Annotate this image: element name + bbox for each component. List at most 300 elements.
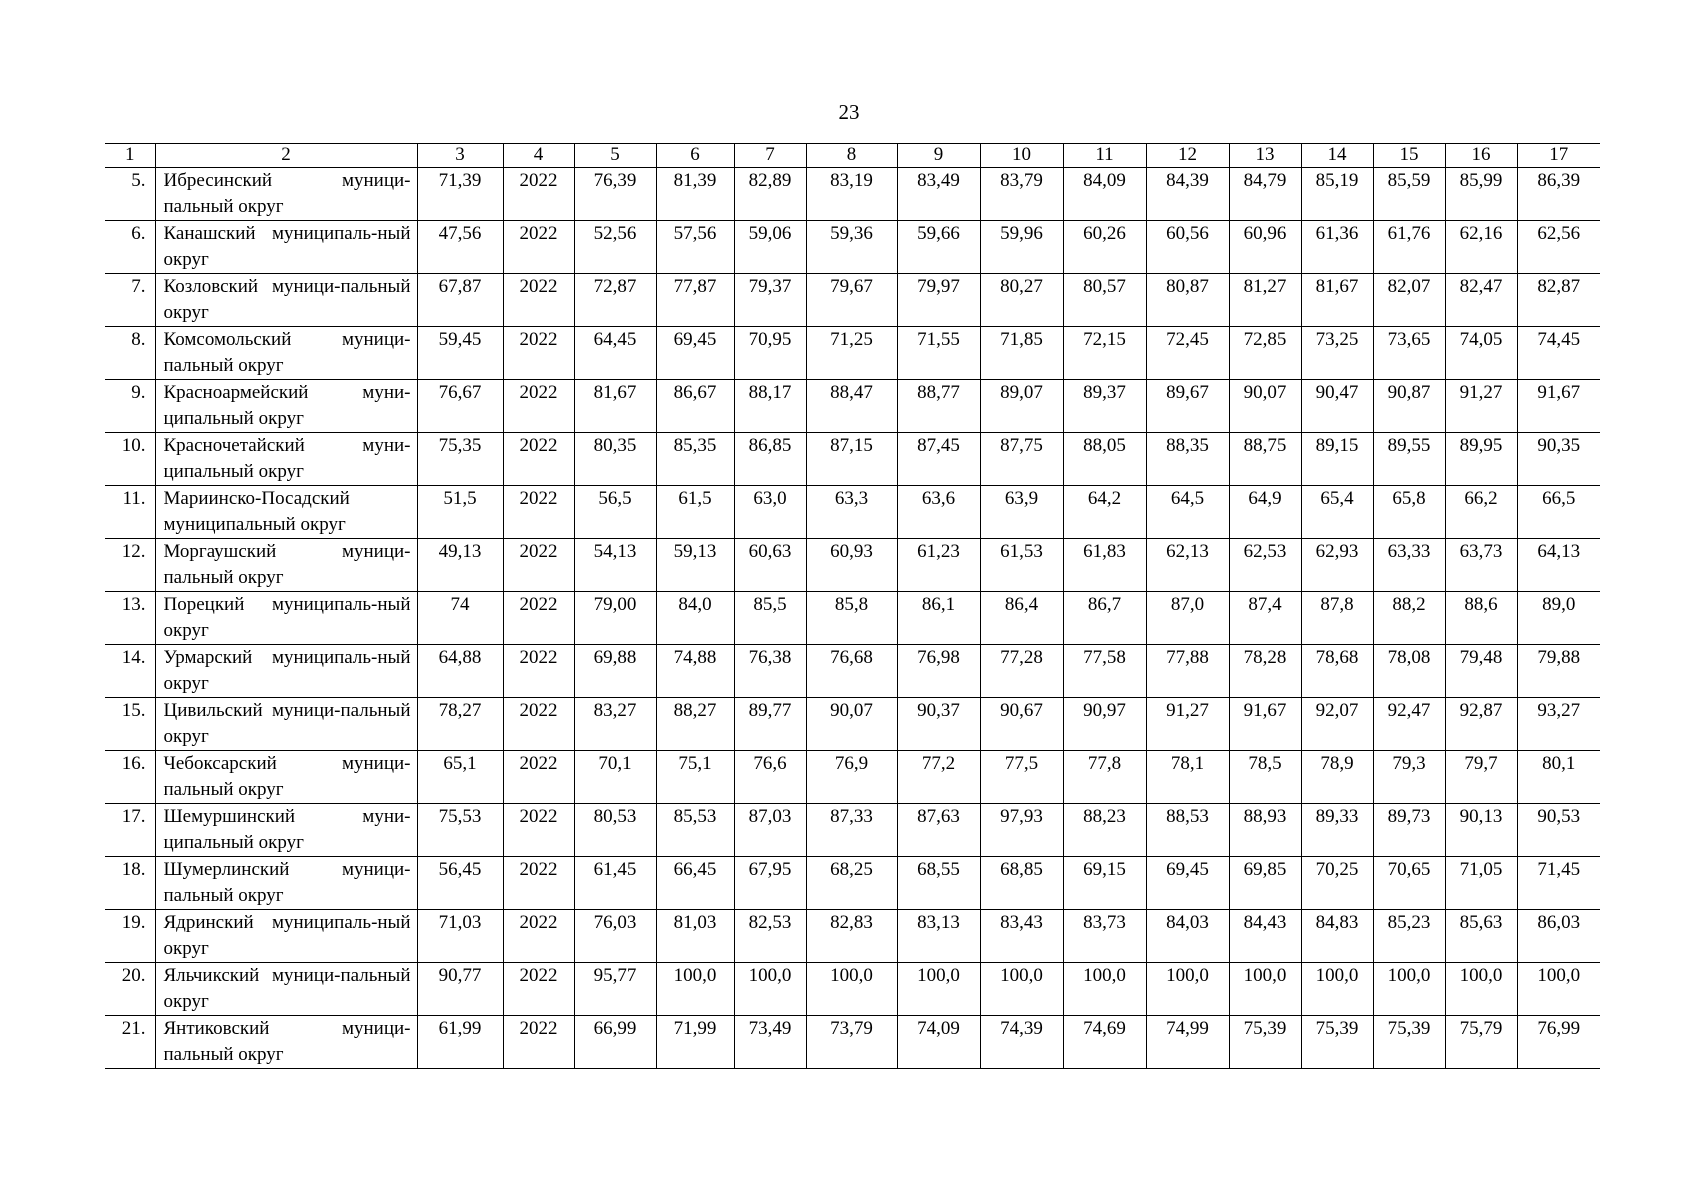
value-cell: 62,53 (1229, 539, 1301, 592)
value-cell: 84,0 (656, 592, 734, 645)
value-cell: 100,0 (897, 963, 980, 1016)
value-cell: 92,87 (1445, 698, 1517, 751)
row-number: 12. (105, 539, 155, 592)
row-number: 21. (105, 1016, 155, 1069)
value-cell: 71,05 (1445, 857, 1517, 910)
value-cell: 76,39 (574, 168, 656, 221)
value-cell: 89,67 (1146, 380, 1229, 433)
value-cell: 47,56 (417, 221, 503, 274)
value-cell: 79,3 (1373, 751, 1445, 804)
column-header: 2 (155, 144, 417, 168)
value-cell: 63,73 (1445, 539, 1517, 592)
value-cell: 76,99 (1517, 1016, 1600, 1069)
value-cell: 2022 (503, 804, 574, 857)
table-row (105, 539, 1600, 592)
value-cell: 83,73 (1063, 910, 1146, 963)
value-cell: 74,69 (1063, 1016, 1146, 1069)
value-cell: 90,07 (1229, 380, 1301, 433)
value-cell: 69,45 (1146, 857, 1229, 910)
value-cell: 59,06 (734, 221, 806, 274)
value-cell: 100,0 (656, 963, 734, 1016)
value-cell: 88,23 (1063, 804, 1146, 857)
column-header: 17 (1517, 144, 1600, 168)
value-cell: 85,8 (806, 592, 897, 645)
value-cell: 90,77 (417, 963, 503, 1016)
district-name: Урмарский муниципаль-ный округ (155, 645, 417, 698)
value-cell: 78,27 (417, 698, 503, 751)
value-cell: 76,68 (806, 645, 897, 698)
value-cell: 89,33 (1301, 804, 1373, 857)
value-cell: 69,88 (574, 645, 656, 698)
value-cell: 74,45 (1517, 327, 1600, 380)
value-cell: 2022 (503, 963, 574, 1016)
value-cell: 100,0 (1445, 963, 1517, 1016)
row-number: 13. (105, 592, 155, 645)
value-cell: 87,0 (1146, 592, 1229, 645)
value-cell: 68,85 (980, 857, 1063, 910)
value-cell: 76,98 (897, 645, 980, 698)
value-cell: 86,03 (1517, 910, 1600, 963)
value-cell: 88,47 (806, 380, 897, 433)
value-cell: 90,97 (1063, 698, 1146, 751)
value-cell: 85,53 (656, 804, 734, 857)
value-cell: 84,09 (1063, 168, 1146, 221)
value-cell: 2022 (503, 1016, 574, 1069)
value-cell: 59,45 (417, 327, 503, 380)
value-cell: 61,45 (574, 857, 656, 910)
value-cell: 68,55 (897, 857, 980, 910)
value-cell: 90,35 (1517, 433, 1600, 486)
value-cell: 84,39 (1146, 168, 1229, 221)
value-cell: 71,45 (1517, 857, 1600, 910)
value-cell: 67,95 (734, 857, 806, 910)
value-cell: 90,37 (897, 698, 980, 751)
value-cell: 64,2 (1063, 486, 1146, 539)
value-cell: 78,68 (1301, 645, 1373, 698)
value-cell: 72,85 (1229, 327, 1301, 380)
value-cell: 88,53 (1146, 804, 1229, 857)
value-cell: 85,5 (734, 592, 806, 645)
row-number: 8. (105, 327, 155, 380)
value-cell: 86,7 (1063, 592, 1146, 645)
district-name: Ядринский муниципаль-ный округ (155, 910, 417, 963)
value-cell: 100,0 (806, 963, 897, 1016)
district-name: Комсомольский муници-пальный округ (155, 327, 417, 380)
table-row (105, 963, 1600, 1016)
value-cell: 81,39 (656, 168, 734, 221)
value-cell: 77,58 (1063, 645, 1146, 698)
value-cell: 61,83 (1063, 539, 1146, 592)
district-name: Красночетайский муни-ципальный округ (155, 433, 417, 486)
value-cell: 2022 (503, 645, 574, 698)
value-cell: 71,99 (656, 1016, 734, 1069)
value-cell: 79,7 (1445, 751, 1517, 804)
value-cell: 85,19 (1301, 168, 1373, 221)
value-cell: 64,13 (1517, 539, 1600, 592)
value-cell: 59,96 (980, 221, 1063, 274)
value-cell: 62,13 (1146, 539, 1229, 592)
value-cell: 65,8 (1373, 486, 1445, 539)
table-row (105, 910, 1600, 963)
district-name: Канашский муниципаль-ный округ (155, 221, 417, 274)
value-cell: 66,5 (1517, 486, 1600, 539)
column-header: 1 (105, 144, 155, 168)
value-cell: 89,55 (1373, 433, 1445, 486)
value-cell: 2022 (503, 857, 574, 910)
value-cell: 83,79 (980, 168, 1063, 221)
value-cell: 86,39 (1517, 168, 1600, 221)
value-cell: 86,4 (980, 592, 1063, 645)
value-cell: 2022 (503, 751, 574, 804)
value-cell: 79,48 (1445, 645, 1517, 698)
value-cell: 72,45 (1146, 327, 1229, 380)
value-cell: 75,1 (656, 751, 734, 804)
value-cell: 88,2 (1373, 592, 1445, 645)
value-cell: 75,39 (1373, 1016, 1445, 1069)
page-number: 23 (838, 100, 860, 124)
value-cell: 73,25 (1301, 327, 1373, 380)
value-cell: 90,13 (1445, 804, 1517, 857)
value-cell: 72,15 (1063, 327, 1146, 380)
value-cell: 74,09 (897, 1016, 980, 1069)
value-cell: 82,89 (734, 168, 806, 221)
value-cell: 75,39 (1229, 1016, 1301, 1069)
value-cell: 75,35 (417, 433, 503, 486)
value-cell: 74,88 (656, 645, 734, 698)
value-cell: 82,07 (1373, 274, 1445, 327)
value-cell: 80,35 (574, 433, 656, 486)
value-cell: 65,4 (1301, 486, 1373, 539)
value-cell: 86,85 (734, 433, 806, 486)
value-cell: 100,0 (1146, 963, 1229, 1016)
value-cell: 66,2 (1445, 486, 1517, 539)
value-cell: 64,88 (417, 645, 503, 698)
column-header: 8 (806, 144, 897, 168)
value-cell: 87,4 (1229, 592, 1301, 645)
column-header: 4 (503, 144, 574, 168)
value-cell: 73,65 (1373, 327, 1445, 380)
value-cell: 61,23 (897, 539, 980, 592)
row-number: 19. (105, 910, 155, 963)
value-cell: 63,9 (980, 486, 1063, 539)
value-cell: 73,49 (734, 1016, 806, 1069)
value-cell: 59,13 (656, 539, 734, 592)
value-cell: 85,63 (1445, 910, 1517, 963)
value-cell: 88,17 (734, 380, 806, 433)
value-cell: 77,8 (1063, 751, 1146, 804)
value-cell: 89,37 (1063, 380, 1146, 433)
table-row (105, 221, 1600, 274)
district-name: Козловский муници-пальный округ (155, 274, 417, 327)
value-cell: 85,23 (1373, 910, 1445, 963)
row-number: 20. (105, 963, 155, 1016)
value-cell: 89,73 (1373, 804, 1445, 857)
value-cell: 88,75 (1229, 433, 1301, 486)
table-row (105, 1016, 1600, 1069)
value-cell: 71,03 (417, 910, 503, 963)
value-cell: 71,55 (897, 327, 980, 380)
value-cell: 83,13 (897, 910, 980, 963)
value-cell: 84,03 (1146, 910, 1229, 963)
value-cell: 2022 (503, 433, 574, 486)
value-cell: 2022 (503, 380, 574, 433)
value-cell: 2022 (503, 486, 574, 539)
value-cell: 61,5 (656, 486, 734, 539)
column-header: 13 (1229, 144, 1301, 168)
value-cell: 80,57 (1063, 274, 1146, 327)
row-number: 15. (105, 698, 155, 751)
value-cell: 70,25 (1301, 857, 1373, 910)
value-cell: 60,96 (1229, 221, 1301, 274)
table-row (105, 751, 1600, 804)
value-cell: 83,49 (897, 168, 980, 221)
value-cell: 62,16 (1445, 221, 1517, 274)
value-cell: 72,87 (574, 274, 656, 327)
value-cell: 89,77 (734, 698, 806, 751)
district-name: Порецкий муниципаль-ный округ (155, 592, 417, 645)
value-cell: 63,0 (734, 486, 806, 539)
value-cell: 61,53 (980, 539, 1063, 592)
value-cell: 77,87 (656, 274, 734, 327)
value-cell: 70,1 (574, 751, 656, 804)
value-cell: 89,07 (980, 380, 1063, 433)
column-header: 11 (1063, 144, 1146, 168)
data-table (105, 143, 1600, 1069)
value-cell: 88,77 (897, 380, 980, 433)
table-row (105, 168, 1600, 221)
value-cell: 60,63 (734, 539, 806, 592)
value-cell: 92,47 (1373, 698, 1445, 751)
value-cell: 93,27 (1517, 698, 1600, 751)
value-cell: 2022 (503, 592, 574, 645)
value-cell: 83,19 (806, 168, 897, 221)
value-cell: 75,39 (1301, 1016, 1373, 1069)
value-cell: 91,27 (1146, 698, 1229, 751)
value-cell: 85,59 (1373, 168, 1445, 221)
value-cell: 71,85 (980, 327, 1063, 380)
value-cell: 79,97 (897, 274, 980, 327)
value-cell: 87,33 (806, 804, 897, 857)
value-cell: 86,1 (897, 592, 980, 645)
value-cell: 81,27 (1229, 274, 1301, 327)
value-cell: 77,88 (1146, 645, 1229, 698)
value-cell: 90,53 (1517, 804, 1600, 857)
value-cell: 62,56 (1517, 221, 1600, 274)
value-cell: 51,5 (417, 486, 503, 539)
value-cell: 91,67 (1229, 698, 1301, 751)
column-header: 7 (734, 144, 806, 168)
value-cell: 49,13 (417, 539, 503, 592)
value-cell: 85,35 (656, 433, 734, 486)
column-header: 9 (897, 144, 980, 168)
value-cell: 79,37 (734, 274, 806, 327)
value-cell: 88,05 (1063, 433, 1146, 486)
value-cell: 2022 (503, 168, 574, 221)
value-cell: 89,0 (1517, 592, 1600, 645)
value-cell: 76,03 (574, 910, 656, 963)
value-cell: 59,36 (806, 221, 897, 274)
row-number: 16. (105, 751, 155, 804)
value-cell: 63,33 (1373, 539, 1445, 592)
column-header: 10 (980, 144, 1063, 168)
column-header: 3 (417, 144, 503, 168)
district-name: Красноармейский муни-ципальный округ (155, 380, 417, 433)
value-cell: 61,99 (417, 1016, 503, 1069)
value-cell: 75,53 (417, 804, 503, 857)
value-cell: 78,9 (1301, 751, 1373, 804)
row-number: 17. (105, 804, 155, 857)
value-cell: 84,83 (1301, 910, 1373, 963)
value-cell: 69,85 (1229, 857, 1301, 910)
value-cell: 100,0 (1229, 963, 1301, 1016)
value-cell: 100,0 (734, 963, 806, 1016)
table-row (105, 857, 1600, 910)
value-cell: 73,79 (806, 1016, 897, 1069)
district-name: Ибресинский муници-пальный округ (155, 168, 417, 221)
value-cell: 87,45 (897, 433, 980, 486)
value-cell: 74,39 (980, 1016, 1063, 1069)
value-cell: 87,03 (734, 804, 806, 857)
value-cell: 89,95 (1445, 433, 1517, 486)
value-cell: 88,6 (1445, 592, 1517, 645)
value-cell: 82,83 (806, 910, 897, 963)
value-cell: 84,43 (1229, 910, 1301, 963)
value-cell: 67,87 (417, 274, 503, 327)
value-cell: 54,13 (574, 539, 656, 592)
table-row (105, 698, 1600, 751)
value-cell: 64,9 (1229, 486, 1301, 539)
value-cell: 74,05 (1445, 327, 1517, 380)
value-cell: 60,56 (1146, 221, 1229, 274)
table-row (105, 327, 1600, 380)
value-cell: 77,2 (897, 751, 980, 804)
value-cell: 82,87 (1517, 274, 1600, 327)
value-cell: 86,67 (656, 380, 734, 433)
value-cell: 69,45 (656, 327, 734, 380)
table-body (105, 168, 1600, 1069)
column-header: 16 (1445, 144, 1517, 168)
value-cell: 71,25 (806, 327, 897, 380)
value-cell: 91,27 (1445, 380, 1517, 433)
value-cell: 56,45 (417, 857, 503, 910)
value-cell: 2022 (503, 539, 574, 592)
table-row (105, 645, 1600, 698)
value-cell: 88,93 (1229, 804, 1301, 857)
value-cell: 2022 (503, 274, 574, 327)
value-cell: 74,99 (1146, 1016, 1229, 1069)
value-cell: 61,76 (1373, 221, 1445, 274)
value-cell: 87,63 (897, 804, 980, 857)
row-number: 7. (105, 274, 155, 327)
value-cell: 100,0 (1301, 963, 1373, 1016)
value-cell: 83,27 (574, 698, 656, 751)
value-cell: 57,56 (656, 221, 734, 274)
value-cell: 78,28 (1229, 645, 1301, 698)
row-number: 6. (105, 221, 155, 274)
table-row (105, 380, 1600, 433)
value-cell: 76,9 (806, 751, 897, 804)
value-cell: 90,47 (1301, 380, 1373, 433)
row-number: 5. (105, 168, 155, 221)
value-cell: 74 (417, 592, 503, 645)
value-cell: 79,67 (806, 274, 897, 327)
value-cell: 63,3 (806, 486, 897, 539)
value-cell: 79,88 (1517, 645, 1600, 698)
row-number: 10. (105, 433, 155, 486)
value-cell: 80,27 (980, 274, 1063, 327)
value-cell: 76,67 (417, 380, 503, 433)
value-cell: 59,66 (897, 221, 980, 274)
value-cell: 100,0 (1063, 963, 1146, 1016)
value-cell: 81,67 (574, 380, 656, 433)
value-cell: 60,26 (1063, 221, 1146, 274)
value-cell: 87,15 (806, 433, 897, 486)
value-cell: 79,00 (574, 592, 656, 645)
district-name: Чебоксарский муници-пальный округ (155, 751, 417, 804)
value-cell: 63,6 (897, 486, 980, 539)
value-cell: 78,5 (1229, 751, 1301, 804)
value-cell: 100,0 (1517, 963, 1600, 1016)
column-header: 12 (1146, 144, 1229, 168)
value-cell: 76,38 (734, 645, 806, 698)
table-header (105, 144, 1600, 168)
table-row (105, 433, 1600, 486)
value-cell: 69,15 (1063, 857, 1146, 910)
column-header: 15 (1373, 144, 1445, 168)
value-cell: 88,35 (1146, 433, 1229, 486)
value-cell: 84,79 (1229, 168, 1301, 221)
row-number: 11. (105, 486, 155, 539)
value-cell: 70,65 (1373, 857, 1445, 910)
value-cell: 92,07 (1301, 698, 1373, 751)
value-cell: 82,47 (1445, 274, 1517, 327)
value-cell: 87,75 (980, 433, 1063, 486)
district-name: Шемуршинский муни-ципальный округ (155, 804, 417, 857)
value-cell: 80,1 (1517, 751, 1600, 804)
value-cell: 60,93 (806, 539, 897, 592)
row-number: 18. (105, 857, 155, 910)
value-cell: 76,6 (734, 751, 806, 804)
value-cell: 62,93 (1301, 539, 1373, 592)
value-cell: 81,67 (1301, 274, 1373, 327)
value-cell: 65,1 (417, 751, 503, 804)
district-name: Яльчикский муници-пальный округ (155, 963, 417, 1016)
value-cell: 52,56 (574, 221, 656, 274)
table-row (105, 274, 1600, 327)
value-cell: 66,45 (656, 857, 734, 910)
district-name: Янтиковский муници-пальный округ (155, 1016, 417, 1069)
value-cell: 80,53 (574, 804, 656, 857)
district-name: Мариинско-Посадский муниципальный округ (155, 486, 417, 539)
value-cell: 89,15 (1301, 433, 1373, 486)
value-cell: 88,27 (656, 698, 734, 751)
value-cell: 91,67 (1517, 380, 1600, 433)
value-cell: 87,8 (1301, 592, 1373, 645)
value-cell: 78,08 (1373, 645, 1445, 698)
value-cell: 2022 (503, 221, 574, 274)
district-name: Моргаушский муници-пальный округ (155, 539, 417, 592)
value-cell: 75,79 (1445, 1016, 1517, 1069)
table-row (105, 804, 1600, 857)
value-cell: 2022 (503, 327, 574, 380)
value-cell: 85,99 (1445, 168, 1517, 221)
value-cell: 77,5 (980, 751, 1063, 804)
value-cell: 64,5 (1146, 486, 1229, 539)
value-cell: 66,99 (574, 1016, 656, 1069)
value-cell: 83,43 (980, 910, 1063, 963)
table-row (105, 592, 1600, 645)
column-header: 14 (1301, 144, 1373, 168)
